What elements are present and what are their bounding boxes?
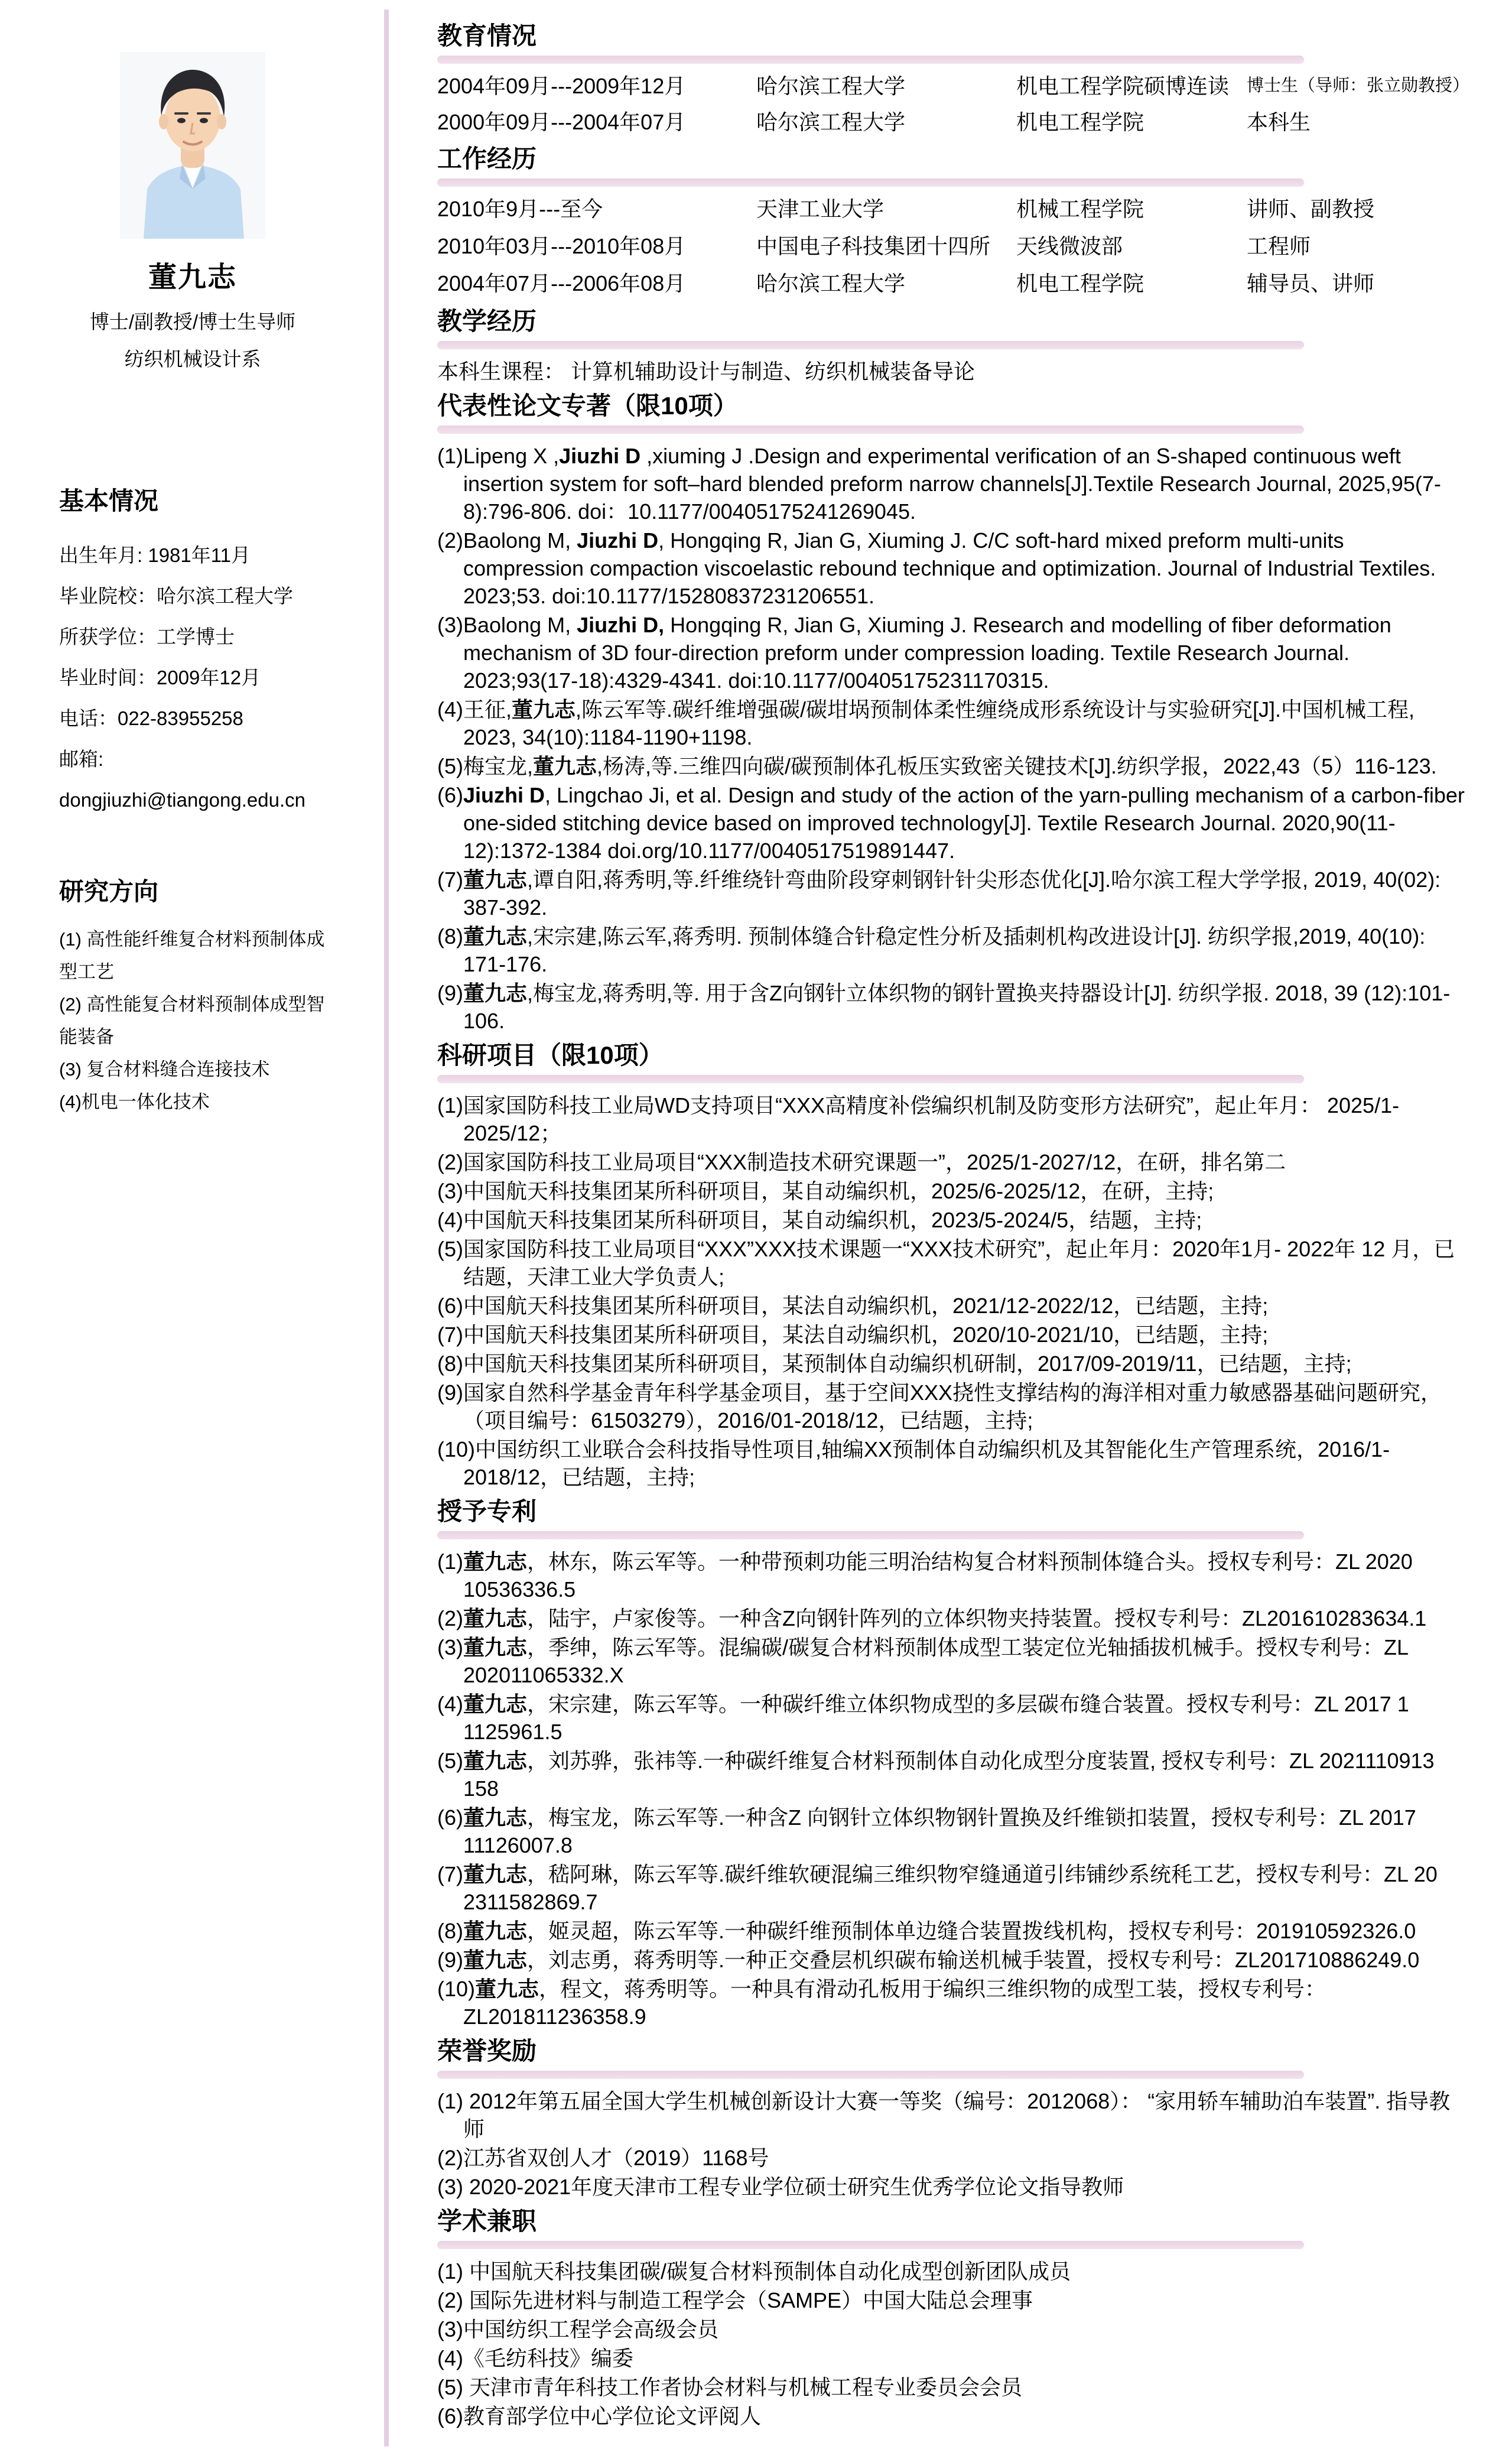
accent-bar — [437, 1075, 1304, 1083]
work-department: 机械工程学院 — [1016, 197, 1144, 221]
basic-info-line: 所获学位：工学博士 — [59, 626, 235, 648]
project-item: (3)中国航天科技集团某所科研项目，某自动编织机，2025/6-2025/12，在研，主持; — [437, 1179, 1214, 1203]
work-row — [437, 232, 1469, 260]
education-period: 2000年09月---2004年07月 — [437, 110, 686, 134]
person-name: 董九志 — [148, 262, 237, 293]
education-department: 机电工程学院硕博连读 — [1016, 74, 1230, 98]
work-period: 2010年9月---至今 — [437, 197, 603, 221]
basic-info-list — [59, 535, 326, 820]
project-item: (9)国家自然科学基金青年科学基金项目，基于空间XXX挠性支撑结构的海洋相对重力敏感器基础问题研究，（项目编号：61503279），2016/01-2018/12，已结题，主持; — [437, 1380, 1442, 1432]
section-teaching — [437, 307, 1469, 385]
work-period: 2010年03月---2010年08月 — [437, 234, 686, 258]
research-direction-item: (2) 高性能复合材料预制体成型智能装备 — [59, 994, 325, 1047]
work-role: 工程师 — [1247, 234, 1311, 258]
education-heading: 教育情况 — [437, 22, 537, 50]
basic-info-line: 电话：022-83955258 — [59, 707, 243, 729]
project-item: (4)中国航天科技集团某所科研项目，某自动编织机，2023/5-2024/5，结题，主持; — [437, 1208, 1202, 1232]
position-item: (4)《毛纺科技》编委 — [437, 2346, 633, 2370]
accent-bar — [437, 1531, 1304, 1539]
profile-photo — [120, 52, 265, 239]
project-item: (1)国家国防科技工业局WD支持项目“XXX高精度补偿编织机制及防变形方法研究”，起止年月： 2025/1-2025/12； — [437, 1093, 1400, 1145]
work-row — [437, 195, 1469, 223]
work-rows — [437, 195, 1469, 297]
section-honors — [437, 2036, 1469, 2201]
accent-bar — [437, 2071, 1304, 2079]
honors-heading: 荣誉奖励 — [437, 2037, 537, 2065]
education-row — [437, 72, 1469, 100]
accent-bar — [437, 2241, 1304, 2249]
research-directions-list — [59, 923, 326, 1118]
main-content — [389, 0, 1512, 2456]
vertical-divider — [384, 9, 389, 2447]
basic-info-heading: 基本情况 — [59, 487, 159, 515]
patent-item: (10)董九志，程文，蒋秀明等。一种具有滑动孔板用于编织三维织物的成型工装，授权专利号：ZL201811236358.9 — [437, 1977, 1326, 2029]
work-heading: 工作经历 — [437, 145, 537, 173]
education-row — [437, 108, 1469, 136]
project-item: (6)中国航天科技集团某所科研项目，某法自动编织机，2021/12-2022/12，已结题，主持; — [437, 1294, 1269, 1318]
education-role: 博士生（导师：张立勋教授） — [1247, 76, 1470, 95]
paper-item: (5)梅宝龙,董九志,杨涛,等.三维四向碳/碳预制体孔板压实致密关键技术[J].纺织学报，2022,43（5）116-123. — [437, 754, 1437, 778]
position-item: (5) 天津市青年科技工作者协会材料与机械工程专业委员会会员 — [437, 2375, 1023, 2399]
positions-heading: 学术兼职 — [437, 2207, 537, 2235]
accent-bar — [437, 56, 1304, 64]
patent-item: (4)董九志，宋宗建，陈云军等。一种碳纤维立体织物成型的多层碳布缝合装置。授权专利号：ZL 2017 1 1125961.5 — [437, 1692, 1409, 1744]
research-direction-item: (3) 复合材料缝合连接技术 — [59, 1059, 270, 1080]
paper-item: (2)Baolong M, Jiuzhi D, Hongqing R, Jian G, Xiuming J. C/C soft-hard mixed preform multi-units compression compaction viscoelastic rebound technique and optimization. Journal of Industrial Textiles. 2023;53. doi:10.1177/15280837231206551. — [437, 528, 1436, 608]
paper-item: (9)董九志,梅宝龙,蒋秀明,等. 用于含Z向钢针立体织物的钢针置换夹持器设计[J]. 纺织学报. 2018, 39 (12):101-106. — [437, 981, 1451, 1033]
projects-heading: 科研项目（限10项） — [437, 1041, 664, 1069]
position-item: (3)中国纺织工程学会高级会员 — [437, 2317, 718, 2341]
basic-info-line: 毕业院校：哈尔滨工程大学 — [59, 585, 293, 607]
section-education — [437, 21, 1469, 136]
honor-item: (2)江苏省双创人才（2019）1168号 — [437, 2146, 769, 2170]
research-direction-item: (4)机电一体化技术 — [59, 1091, 210, 1112]
paper-item: (3)Baolong M, Jiuzhi D, Hongqing R, Jian G, Xiuming J. Research and modelling of fiber deformation mechanism of 3D four-direction preform under compression loading. Textile Research Journal. 2023;93(17-18):4329-4341. doi:10.1177/00405175231170315. — [437, 613, 1391, 693]
patent-item: (8)董九志，姬灵超，陈云军等.一种碳纤维预制体单边缝合装置拨线机构，授权专利号：201910592326.0 — [437, 1919, 1416, 1943]
work-role: 讲师、副教授 — [1247, 197, 1375, 221]
patents-heading: 授予专利 — [437, 1497, 537, 1525]
paper-item: (8)董九志,宋宗建,陈云军,蒋秀明. 预制体缝合针稳定性分析及插刺机构改进设计[J]. 纺织学报,2019, 40(10): 171-176. — [437, 924, 1426, 976]
accent-bar — [437, 425, 1304, 434]
accent-bar — [437, 178, 1304, 187]
accent-bar — [437, 341, 1304, 349]
position-item: (6)教育部学位中心学位论文评阅人 — [437, 2404, 761, 2428]
honor-item: (3) 2020-2021年度天津市工程专业学位硕士研究生优秀学位论文指导教师 — [437, 2175, 1124, 2199]
education-organization: 哈尔滨工程大学 — [756, 110, 906, 134]
paper-item: (4)王征,董九志,陈云军等.碳纤维增强碳/碳坩埚预制体柔性缠绕成形系统设计与实验研究[J].中国机械工程, 2023, 34(10):1184-1190+1198. — [437, 697, 1415, 749]
work-organization: 哈尔滨工程大学 — [756, 271, 906, 295]
work-row — [437, 269, 1469, 297]
education-role: 本科生 — [1247, 110, 1311, 134]
portrait-placeholder-image — [120, 52, 265, 239]
basic-info-line: 邮箱: — [59, 748, 104, 770]
education-rows — [437, 72, 1469, 136]
work-organization: 天津工业大学 — [756, 197, 885, 221]
sidebar — [0, 0, 384, 2456]
basic-info-line: dongjiuzhi@tiangong.edu.cn — [59, 789, 305, 811]
work-organization: 中国电子科技集团十四所 — [756, 234, 991, 258]
position-item: (1) 中国航天科技集团碳/碳复合材料预制体自动化成型创新团队成员 — [437, 2259, 1071, 2283]
section-work-experience — [437, 144, 1469, 297]
section-projects — [437, 1041, 1469, 1491]
work-department: 机电工程学院 — [1016, 271, 1144, 295]
section-papers — [437, 391, 1469, 1035]
papers-list — [437, 442, 1469, 1035]
patent-item: (5)董九志，刘苏骅，张祎等.一种碳纤维复合材料预制体自动化成型分度装置, 授权专利号：ZL 2021110913 158 — [437, 1749, 1435, 1801]
project-item: (7)中国航天科技集团某所科研项目，某法自动编织机，2020/10-2021/10，已结题，主持; — [437, 1323, 1269, 1347]
paper-item: (7)董九志,谭自阳,蒋秀明,等.纤维绕针弯曲阶段穿刺钢针针尖形态优化[J].哈尔滨工程大学学报, 2019, 40(02): 387-392. — [437, 868, 1441, 920]
honor-item: (1) 2012年第五届全国大学生机械创新设计大赛一等奖（编号：2012068）： “家用轿车辅助泊车装置”. 指导教师 — [437, 2089, 1451, 2141]
basic-info-line: 毕业时间：2009年12月 — [59, 667, 261, 688]
education-department: 机电工程学院 — [1016, 110, 1144, 134]
patent-item: (9)董九志，刘志勇，蒋秀明等.一种正交叠层机织碳布输送机械手装置，授权专利号：ZL201710886249.0 — [437, 1948, 1420, 1972]
teaching-course-line: 本科生课程： 计算机辅助设计与制造、纺织机械装备导论 — [437, 359, 976, 384]
research-directions-heading: 研究方向 — [59, 878, 159, 905]
positions-list — [437, 2257, 1469, 2430]
education-organization: 哈尔滨工程大学 — [756, 74, 906, 98]
paper-item: (1)Lipeng X ,Jiuzhi D ,xiuming J .Design and experimental verification of an S-shaped continuous weft insertion system for soft–hard blended preform narrow channels[J].Textile Research Journal, 2025,95(7-8):796-806. doi：10.1177/00405175241269045. — [437, 444, 1441, 524]
research-direction-item: (1) 高性能纤维复合材料预制体成型工艺 — [59, 929, 325, 982]
project-item: (10)中国纺织工业联合会科技指导性项目,轴编XX预制体自动编织机及其智能化生产管理系统，2016/1-2018/12，已结题，主持; — [437, 1437, 1390, 1489]
project-item: (8)中国航天科技集团某所科研项目，某预制体自动编织机研制，2017/09-2019/11，已结题，主持; — [437, 1352, 1352, 1376]
patents-list — [437, 1548, 1469, 2031]
basic-info-line: 出生年月: 1981年11月 — [59, 544, 251, 566]
work-department: 天线微波部 — [1016, 234, 1123, 258]
work-period: 2004年07月---2006年08月 — [437, 271, 686, 295]
project-item: (2)国家国防科技工业局项目“XXX制造技术研究课题一”，2025/1-2027/12，在研，排名第二 — [437, 1150, 1286, 1174]
patent-item: (2)董九志，陆宇，卢家俊等。一种含Z向钢针阵列的立体织物夹持装置。授权专利号：ZL201610283634.1 — [437, 1606, 1427, 1630]
papers-heading: 代表性论文专著（限10项） — [437, 392, 738, 420]
work-role: 辅导员、讲师 — [1247, 271, 1375, 295]
patent-item: (3)董九志，季绅，陈云军等。混编碳/碳复合材料预制体成型工装定位光轴插拔机械手。授权专利号：ZL 202011065332.X — [437, 1635, 1408, 1687]
patent-item: (1)董九志，林东，陈云军等。一种带预刺功能三明治结构复合材料预制体缝合头。授权专利号：ZL 2020 10536336.5 — [437, 1549, 1413, 1601]
position-item: (2) 国际先进材料与制造工程学会（SAMPE）中国大陆总会理事 — [437, 2288, 1033, 2312]
patent-item: (7)董九志，嵇阿琳，陈云军等.碳纤维软硬混编三维织物窄缝通道引纬铺纱系统秏工艺，授权专利号：ZL 20 2311582869.7 — [437, 1862, 1438, 1914]
section-academic-positions — [437, 2207, 1469, 2430]
projects-list — [437, 1091, 1469, 1491]
education-period: 2004年09月---2009年12月 — [437, 74, 686, 98]
section-patents — [437, 1497, 1469, 2031]
patent-item: (6)董九志，梅宝龙，陈云军等.一种含Z 向钢针立体织物钢针置换及纤维锁扣装置，授权专利号：ZL 2017 11126007.8 — [437, 1805, 1416, 1857]
person-titles: 博士/副教授/博士生导师 — [89, 311, 296, 333]
teaching-heading: 教学经历 — [437, 307, 537, 335]
honors-list — [437, 2087, 1469, 2201]
paper-item: (6)Jiuzhi D, Lingchao Ji, et al. Design and study of the action of the yarn-pulling mechanism of a carbon-fiber one-sided stitching device based on improved technology[J]. Textile Research Journal. 2020,90(11-12):1372-1384 doi.org/10.1177/0040517519891447. — [437, 783, 1465, 863]
project-item: (5)国家国防科技工业局项目“XXX”XXX技术课题一“XXX技术研究”，起止年月：2020年1月- 2022年 12 月，已结题，天津工业大学负责人; — [437, 1237, 1455, 1289]
person-department: 纺织机械设计系 — [124, 348, 261, 370]
